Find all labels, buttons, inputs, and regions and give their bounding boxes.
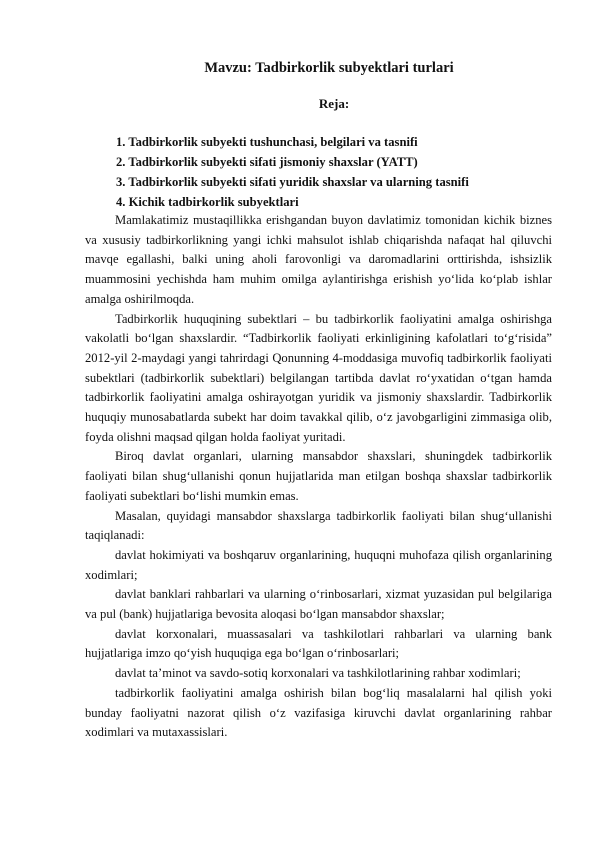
paragraph: Mamlakatimiz mustaqillikka erishgandan buyon davlatimiz tomonidan kichik biznes va xususiy tadbirkorlikning yangi ichki mahsulot ishlab chiqarishda nafaqat hal qiluvchi mavqe egallashi, balki uning aholi farovonligi va daromadlarini orttirishda, ishsizlik muammosini yechishda ham muhim omilga aylantirishga erishish yo‘lida ko‘plab ishlar amalga oshirilmoqda. <box>85 213 552 306</box>
plan-item: 3. Tadbirkorlik subyekti sifati yuridik shaxslar va ularning tasnifi <box>116 175 469 189</box>
document-body <box>85 211 552 743</box>
plan-list <box>116 132 556 212</box>
list-paragraph: davlat korxonalari, muassasalari va tashkilotlari rahbarlari va ularning bank hujjatlariga imzo qo‘yish huquqiga ega bo‘lgan o‘rinbosarlari; <box>85 626 552 661</box>
list-paragraph: tadbirkorlik faoliyatini amalga oshirish bilan bog‘liq masalalarni hal qilish yoki bunday faoliyatni nazorat qilish o‘z vazifasiga kiruvchi davlat organlarining rahbar xodimlari va mutaxassislari. <box>85 685 552 740</box>
plan-heading: Reja: <box>318 96 350 111</box>
paragraph: Biroq davlat organlari, ularning mansabdor shaxslari, shuningdek tadbirkorlik faoliyati bilan shug‘ullanishi qonun hujjatlarida man etilgan boshqa shaxslar tadbirkorlik faoliyati subektlari bo‘lishi mumkin emas. <box>85 449 552 503</box>
plan-item: 2. Tadbirkorlik subyekti sifati jismoniy shaxslar (YATT) <box>116 155 418 169</box>
document-title: Mavzu: Tadbirkorlik subyektlari turlari <box>204 60 454 76</box>
list-paragraph: davlat hokimiyati va boshqaruv organlarining, huquqni muhofaza qilish organlarining xodimlari; <box>85 547 552 582</box>
paragraph: Tadbirkorlik huquqining subektlari – bu tadbirkorlik faoliyatini amalga oshirishga vakolatli bo‘lgan shaxslardir. “Tadbirkorlik faoliyati erkinligining kafolatlari to‘g‘risida” 2012-yil 2-maydagi yangi tahrirdagi Qonunning 4-moddasiga muvofiq tadbirkorlik faoliyati subektlari (tadbirkorlik subektlari) belgilangan tartibda davlat ro‘yxatidan o‘tgan hamda tadbirkorlik faoliyatini amalga oshirayotgan yuridik va jismoniy shaxslardir. Tadbirkorlik huquqiy munosabatlarda subekt har doim tavakkal qilib, o‘z javobgarligini zimmasiga olib, foyda olishni maqsad qilgan holda faoliyat yuritadi. <box>85 311 552 444</box>
plan-item: 1. Tadbirkorlik subyekti tushunchasi, belgilari va tasnifi <box>116 135 418 149</box>
paragraph: Masalan, quyidagi mansabdor shaxslarga tadbirkorlik faoliyati bilan shug‘ullanishi taqiqlanadi: <box>85 508 552 543</box>
plan-item: 4. Kichik tadbirkorlik subyektlari <box>116 195 299 209</box>
list-paragraph: davlat ta’minot va savdo-sotiq korxonalari va tashkilotlarining rahbar xodimlari; <box>115 666 521 681</box>
list-paragraph: davlat banklari rahbarlari va ularning o‘rinbosarlari, xizmat yuzasidan pul belgilariga va pul (bank) hujjatlariga bevosita aloqasi bo‘lgan mansabdor shaxslar; <box>85 587 552 622</box>
